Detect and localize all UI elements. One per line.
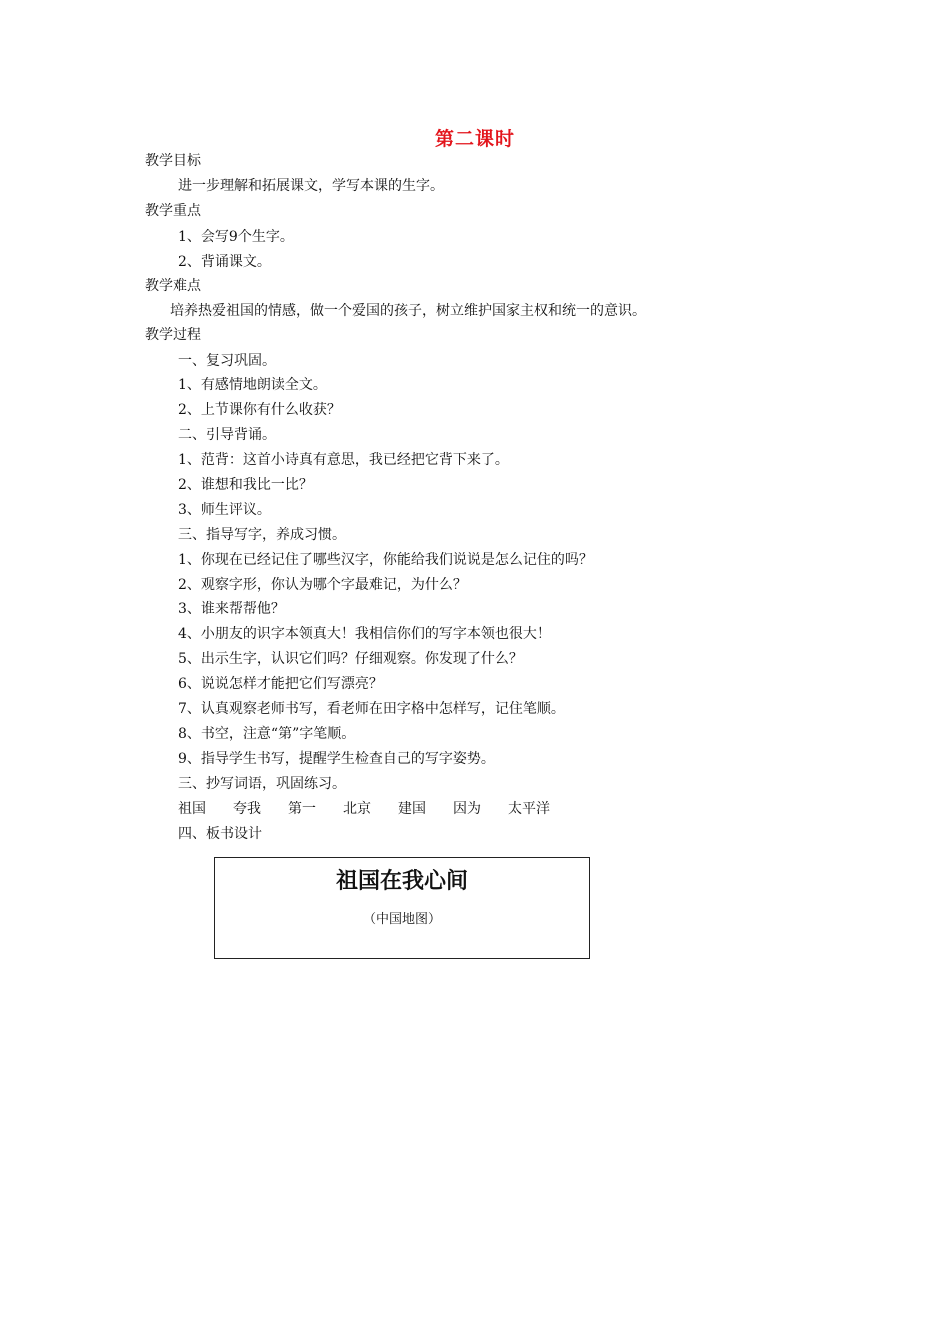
key-item: 1、会写9个生字。 [178,229,294,245]
process-line: 2、观察字形，你认为哪个字最难记，为什么？ [178,577,467,593]
process-line: 7、认真观察老师书写，看老师在田字格中怎样写，记住笔顺。 [178,701,565,717]
process-line: 6、说说怎样才能把它们写漂亮？ [178,676,383,692]
page-title: 第二课时 [434,128,515,150]
board-subtitle: （中国地图） [362,912,441,927]
word-item: 因为 [453,801,481,817]
process-line: 三、指导写字，养成习惯。 [178,527,346,543]
word-item: 祖国 [178,801,206,817]
process-line: 3、谁来帮帮他？ [178,601,285,617]
goal-text: 进一步理解和拓展课文，学写本课的生字。 [178,178,444,194]
word-item: 北京 [343,801,371,817]
key-item: 2、背诵课文。 [178,254,271,270]
process-line: 二、引导背诵。 [178,427,276,443]
word-item: 夸我 [233,801,261,817]
difficulty-text: 培养热爱祖国的情感，做一个爱国的孩子，树立维护国家主权和统一的意识。 [170,303,646,319]
word-item: 太平洋 [508,801,550,817]
process-line: 2、上节课你有什么收获？ [178,402,341,418]
word-list [178,800,577,818]
goal-heading: 教学目标 [145,153,201,169]
process-line: 1、有感情地朗读全文。 [178,377,327,393]
process-line: 一、复习巩固。 [178,353,276,369]
process-line: 2、谁想和我比一比？ [178,477,313,493]
word-item: 建国 [398,801,426,817]
key-heading: 教学重点 [145,203,201,219]
process-line: 三、抄写词语，巩固练习。 [178,776,346,792]
process-line: 5、出示生字，认识它们吗？仔细观察。你发现了什么？ [178,651,523,667]
difficulty-heading: 教学难点 [145,278,201,294]
board-title: 祖国在我心间 [335,869,468,894]
process-line: 1、你现在已经记住了哪些汉字，你能给我们说说是怎么记住的吗？ [178,552,593,568]
process-line: 9、指导学生书写，提醒学生检查自己的写字姿势。 [178,751,495,767]
process-line: 1、范背：这首小诗真有意思，我已经把它背下来了。 [178,452,509,468]
board-heading: 四、板书设计 [178,826,262,842]
word-item: 第一 [288,801,316,817]
process-line: 8、书空，注意“第”字笔顺。 [178,726,356,742]
board-design-box [214,857,590,959]
process-line: 3、师生评议。 [178,502,271,518]
process-heading: 教学过程 [145,327,201,343]
process-line: 4、小朋友的识字本领真大！我相信你们的写字本领也很大！ [178,626,551,642]
